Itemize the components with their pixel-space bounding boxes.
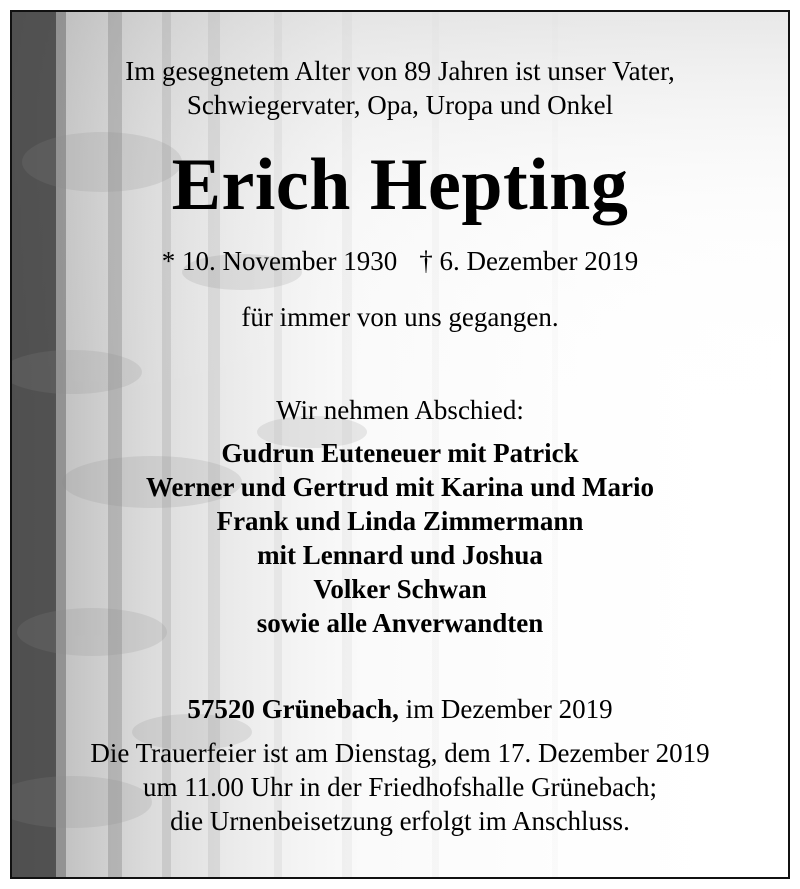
place-date: im Dezember 2019 <box>405 694 613 724</box>
death-date: † 6. Dezember 2019 <box>419 246 639 276</box>
intro-line-1: Im gesegnetem Alter von 89 Jahren ist unser Vater, <box>125 56 675 86</box>
obituary-frame <box>10 10 790 879</box>
funeral-line-3: die Urnenbeisetzung erfolgt im Anschluss. <box>170 806 630 836</box>
mourner-line-4: mit Lennard und Joshua <box>257 540 543 570</box>
life-dates <box>12 248 788 275</box>
mourner-line-2: Werner und Gertrud mit Karina und Mario <box>145 472 654 502</box>
mourner-line-1: Gudrun Euteneuer mit Patrick <box>221 438 579 468</box>
birth-date: * 10. November 1930 <box>161 246 398 276</box>
mourner-line-6: sowie alle Anverwandten <box>256 608 544 638</box>
place-town: 57520 Grünebach, <box>187 694 399 724</box>
mourner-line-5: Volker Schwan <box>313 574 487 604</box>
mourner-line-3: Frank und Linda Zimmermann <box>216 506 584 536</box>
farewell-heading: Wir nehmen Abschied: <box>276 395 524 425</box>
gone-text: für immer von uns gegangen. <box>241 302 559 332</box>
obituary-content <box>12 12 788 877</box>
deceased-name: Erich Hepting <box>171 144 629 226</box>
intro-line-2: Schwiegervater, Opa, Uropa und Onkel <box>186 90 614 120</box>
place-and-date <box>12 696 788 723</box>
funeral-line-2: um 11.00 Uhr in der Friedhofshalle Grünebach; <box>142 772 658 802</box>
funeral-line-1: Die Trauerfeier ist am Dienstag, dem 17. Dezember 2019 <box>90 738 710 768</box>
